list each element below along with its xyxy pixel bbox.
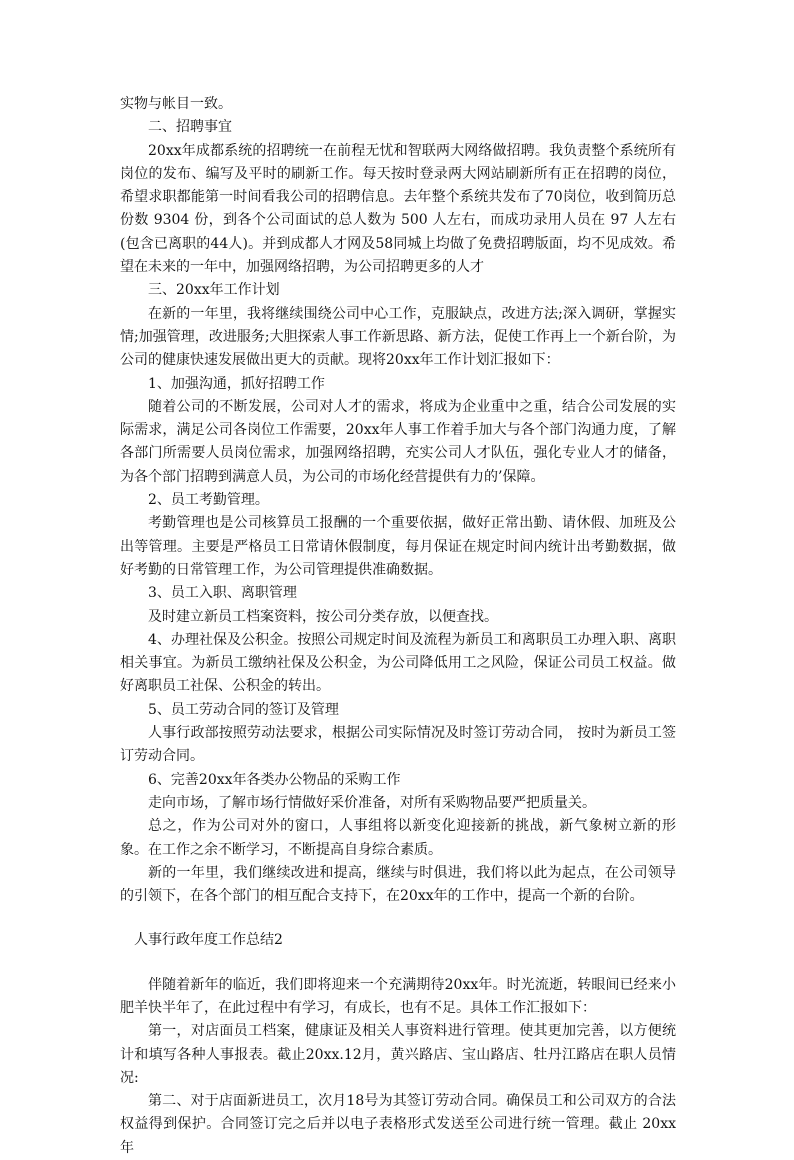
plan-item-heading: 5、员工劳动合同的签订及管理 [148,701,339,718]
paragraph: 第一，对店面员工档案，健康证及相关人事资料进行管理。使其更加完善，以方便统计和填写各种人事报表。截止20xx.12月，黄兴路店、宝山路店、牡丹江路店在职人员情况: [120,1023,676,1086]
paragraph: 第二、对于店面新进员工，次月18号为其签订劳动合同。确保员工和公司双方的合法权益得到保护。合同签订完之后并以电子表格形式发送至公司进行统一管理。截止 20xx年 [120,1093,676,1156]
paragraph: 新的一年里，我们继续改进和提高，继续与时俱进，我们将以此为起点，在公司领导的引领下，在各个部门的相互配合支持下，在20xx年的工作中，提高一个新的台阶。 [120,864,676,905]
section-title: 人事行政年度工作总结2 [134,932,283,949]
plan-item-heading: 3、员工入职、离职管理 [148,585,297,602]
paragraph: 4、办理社保及公积金。按照公司规定时间及流程为新员工和离职员工办理入职、离职相关事宜。为新员工缴纳社保及公积金，为公司降低用工之风险，保证公司员工权益。做好离职员工社保、公积金的转出。 [120,631,676,695]
paragraph: 伴随着新年的临近，我们即将迎来一个充满期待20xx年。时光流逝，转眼间已经来小肥羊快半年了，在此过程中有学习，有成长，也有不足。具体工作汇报如下： [120,976,676,1016]
paragraph: 考勤管理也是公司核算员工报酬的一个重要依据，做好正常出勤、请休假、加班及公出等管理。主要是严格员工日常请休假制度，每月保证在规定时间内统计出考勤数据，做好考勤的日常管理工作，为公司管理提供准确数据。 [120,515,676,578]
plan-item-heading: 1、加强沟通，抓好招聘工作 [148,375,325,392]
section-heading-work-plan: 三、20xx年工作计划 [148,282,280,299]
paragraph: 20xx年成都系统的招聘统一在前程无忧和智联两大网络做招聘。我负责整个系统所有岗位的发布、编写及平时的刷新工作。每天按时登录两大网站刷新所有正在招聘的岗位，希望求职都能第一时间看我公司的招聘信息。去年整个系统共发布了70岗位，收到简历总份数 9304 份，到各个公司面试的总人数为 500 人左右，而成功录用人员在 97 人左右(包含已离职的44人)。并到成都人才网及58同城上均做了免费招聘版面，均不见成效。希望在未来的一年中，加强网络招聘，为公司招聘更多的人才 [120,142,676,276]
paragraph: 走向市场，了解市场行情做好采价准备，对所有采购物品要严把质量关。 [148,794,596,811]
document-body [120,93,676,1160]
paragraph: 在新的一年里，我将继续围绕公司中心工作，克服缺点，改进方法;深入调研，掌握实情;加强管理，改进服务;大胆探索人事工作新思路、新方法，促使工作再上一个新台阶，为公司的健康快速发展做出更大的贡献。现将20xx年工作计划汇报如下： [120,305,676,369]
section-heading-recruitment: 二、招聘事宜 [148,119,232,136]
plan-item-heading: 2、员工考勤管理。 [148,492,269,509]
plan-item-heading: 6、完善20xx年各类办公物品的采购工作 [148,771,401,788]
paragraph: 总之，作为公司对外的窗口，人事组将以新变化迎接新的挑战，新气象树立新的形象。在工作之余不断学习，不断提高自身综合素质。 [120,818,676,858]
paragraph: 实物与帐目一致。 [120,96,232,112]
paragraph: 人事行政部按照劳动法要求，根据公司实际情况及时签订劳动合同， 按时为新员工签订劳动合同。 [120,725,676,765]
paragraph: 随着公司的不断发展，公司对人才的需求，将成为企业重中之重，结合公司发展的实际需求，满足公司各岗位工作需要，20xx年人事工作着手加大与各个部门沟通力度，了解各部门所需要人员岗位需求，加强网络招聘，充实公司人才队伍，强化专业人才的储备，为各个部门招聘到满意人员，为公司的市场化经营提供有力的’保障。 [120,398,676,485]
paragraph: 及时建立新员工档案资料，按公司分类存放，以便查找。 [148,608,498,625]
